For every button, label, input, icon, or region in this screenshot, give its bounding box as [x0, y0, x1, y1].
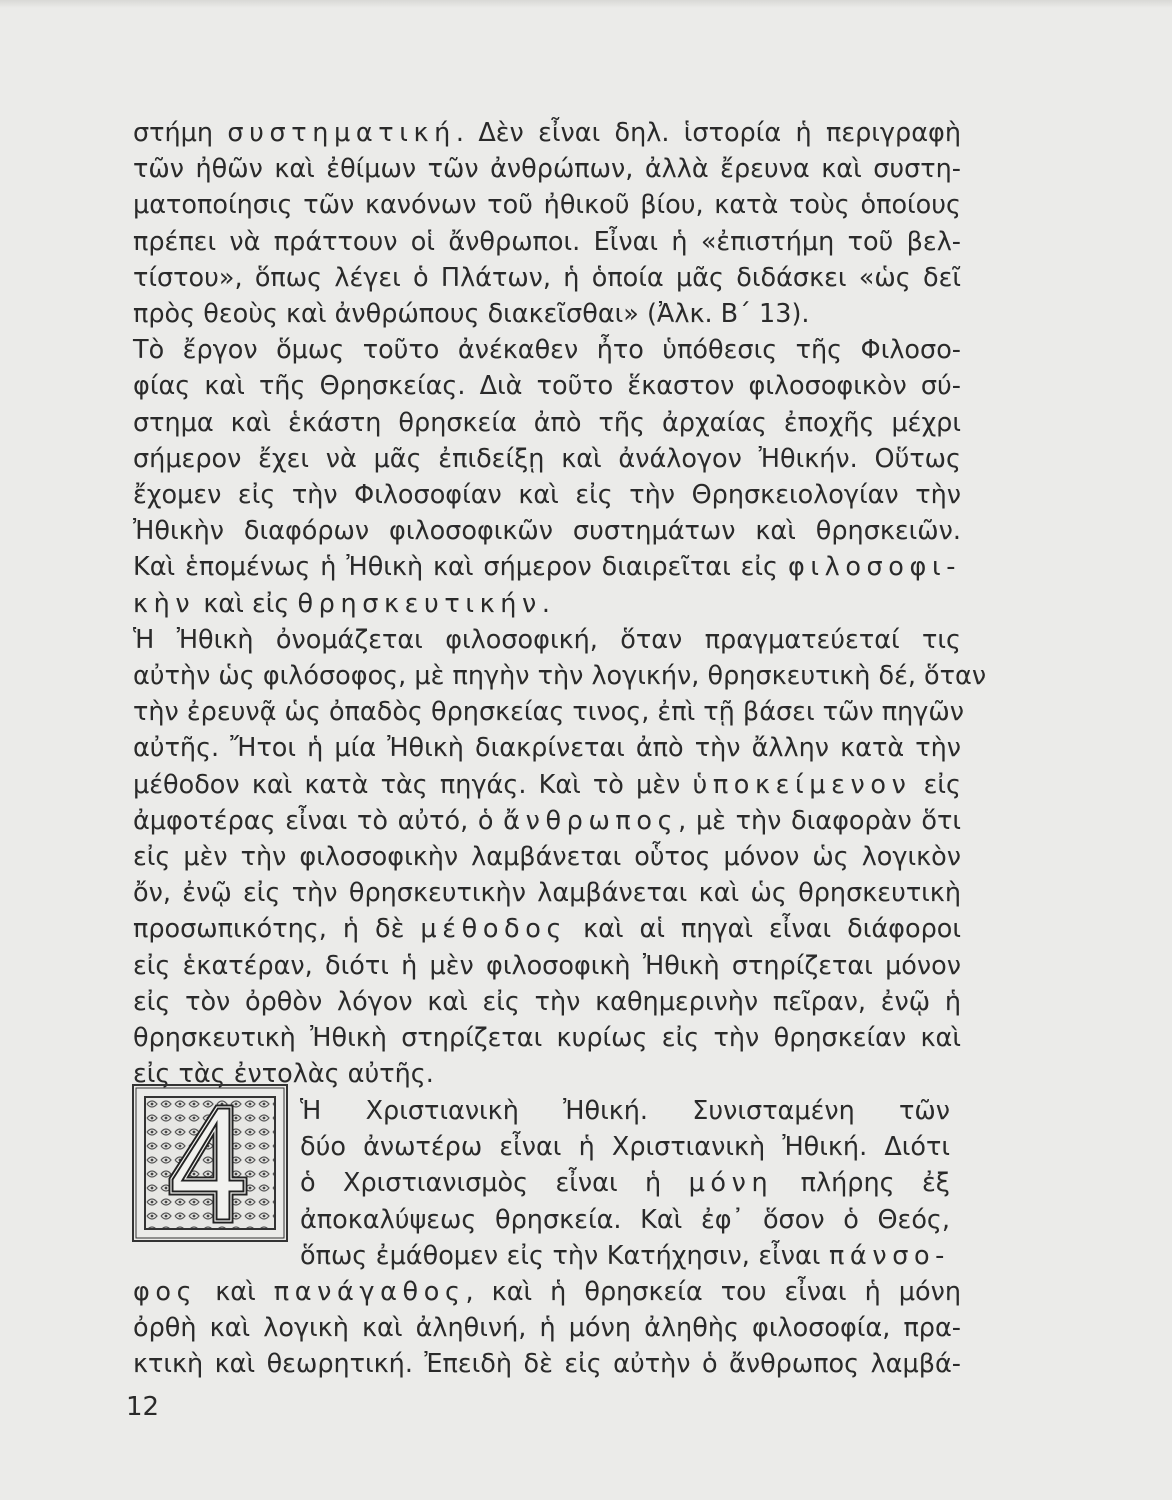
text-line [133, 115, 961, 151]
text-line [133, 1020, 961, 1056]
text-run: ὅπως ἐμάθομεν εἰς τὴν Κατήχησιν, εἶναι [300, 1241, 829, 1271]
text-line [133, 767, 961, 803]
text-line [133, 730, 961, 766]
text-run: ἀμφοτέρας εἶναι τὸ αὐτό, ὁ [133, 806, 504, 836]
text-line [133, 948, 961, 984]
text-run: πρέπει νὰ πράττουν οἱ ἄνθρωποι. Εἶναι ἡ «ἐπιστήμη τοῦ βελ- [133, 227, 961, 257]
text-run: μέθοδον καὶ κατὰ τὰς πηγάς. Καὶ τὸ μὲν [133, 770, 693, 800]
text-run: στήμη [133, 118, 228, 148]
text-run: θρησκευτικὴ Ἠθικὴ στηρίζεται κυρίως εἰς τὴν θρησκείαν καὶ [133, 1023, 961, 1053]
text-run: ὄν, ἐνῷ εἰς τὴν θρησκευτικὴν λαμβάνεται καὶ ὡς θρησκευτικὴ [133, 878, 961, 908]
text-run: στημα καὶ ἑκάστη θρησκεία ἀπὸ τῆς ἀρχαίας ἐποχῆς μέχρι [133, 408, 961, 438]
text-run: αὐτῆς. Ἤτοι ἡ μία Ἠθικὴ διακρίνεται ἀπὸ τὴν ἄλλην κατὰ τὴν [133, 733, 961, 763]
text-line [300, 1129, 950, 1165]
text-run: . Δὲν εἶναι δηλ. ἱστορία ἡ περιγραφὴ [455, 118, 961, 148]
page-edge [0, 0, 1172, 8]
text-run: καὶ εἰς [195, 589, 298, 619]
spaced-text: πανάγαθος [273, 1277, 466, 1307]
spaced-text: φος [133, 1277, 198, 1307]
text-run: φίας καὶ τῆς Θρησκείας. Διὰ τοῦτο ἕκαστον φιλοσοφικὸν σύ- [133, 371, 961, 401]
text-run: κτικὴ καὶ θεωρητική. Ἐπειδὴ δὲ εἰς αὐτὴν ὁ ἄνθρωπος λαμβά- [133, 1349, 961, 1379]
spaced-text: ἄνθρωπος [503, 806, 679, 836]
text-line [133, 622, 961, 658]
text-run: εἰς τὸν ὀρθὸν λόγον καὶ εἰς τὴν καθημερινὴν πεῖραν, ἐνῷ ἡ [133, 987, 961, 1017]
text-run: πλήρης ἐξ [773, 1168, 950, 1198]
text-run: καὶ αἱ πηγαὶ εἶναι διάφοροι [567, 914, 961, 944]
text-run: ἔχομεν εἰς τὴν Φιλοσοφίαν καὶ εἰς τὴν Θρησκειολογίαν τὴν [133, 480, 961, 510]
text-line [300, 1238, 950, 1274]
text-line [133, 658, 987, 694]
spaced-text: συστηματική [227, 118, 456, 148]
text-run: Ἠθικὴν διαφόρων φιλοσοφικῶν συστημάτων καὶ θρησκειῶν. [133, 516, 961, 546]
text-line [133, 549, 961, 585]
page-number: 12 [126, 1392, 160, 1422]
text-run: δύο ἀνωτέρω εἶναι ἡ Χριστιανικὴ Ἠθική. Διότι [300, 1132, 950, 1162]
section-heading-line [300, 1093, 950, 1129]
text-line [133, 441, 961, 477]
spaced-text: μέθοδος [420, 914, 568, 944]
text-line [133, 694, 964, 730]
text-line [133, 984, 961, 1020]
text-line [133, 513, 961, 549]
section-heading: Ἡ Χριστιανικὴ Ἠθική. [300, 1096, 649, 1126]
text-run: τίστου», ὅπως λέγει ὁ Πλάτων, ἡ ὁποία μᾶς διδάσκει «ὡς δεῖ [133, 263, 961, 293]
text-run: πρὸς θεοὺς καὶ ἀνθρώπους διακεῖσθαι» (Ἀλκ. Β΄ 13). [133, 299, 810, 329]
spaced-text: κὴν [133, 589, 196, 619]
text-run: ὀρθὴ καὶ λογικὴ καὶ ἀληθινή, ἡ μόνη ἀληθὴς φιλοσοφία, πρα- [133, 1313, 961, 1343]
text-run: , μὲ τὴν διαφορὰν ὅτι [678, 806, 961, 836]
spaced-text: μόνη [688, 1168, 774, 1198]
decorated-initial-four [131, 1083, 289, 1243]
initial-bind: 4 [210, 1238, 211, 1239]
text-line [133, 477, 961, 513]
text-line [133, 296, 961, 332]
text-line [133, 1274, 961, 1310]
spaced-text: φιλοσοφι- [787, 552, 961, 582]
text-run: . [541, 589, 550, 619]
text-line [133, 911, 961, 947]
text-line [133, 839, 961, 875]
text-run: Τὸ ἔργον ὅμως τοῦτο ἀνέκαθεν ἦτο ὑπόθεσις τῆς Φιλοσο- [133, 335, 961, 365]
text-line [133, 368, 961, 404]
text-run: τὴν ἐρευνᾷ ὡς ὀπαδὸς θρησκείας τινος, ἐπὶ τῇ βάσει τῶν πηγῶν [133, 697, 964, 727]
text-run: Ἡ Ἠθικὴ ὀνομάζεται φιλοσοφική, ὅταν πραγματεύεταί τις [133, 625, 961, 655]
text-line [133, 1346, 961, 1382]
text-run: εἰς τὰς ἐντολὰς αὐτῆς. [133, 1059, 434, 1089]
text-line [133, 405, 961, 441]
text-line [133, 875, 961, 911]
text-line [133, 187, 961, 223]
spaced-text: ὑποκείμενον [692, 770, 912, 800]
text-line [133, 1310, 961, 1346]
text-run: προσωπικότης, ἡ δὲ [133, 914, 421, 944]
text-line [133, 332, 961, 368]
text-run: , καὶ ἡ θρησκεία του εἶναι ἡ μόνη [465, 1277, 961, 1307]
text-run: εἰς [911, 770, 962, 800]
text-run: καὶ [197, 1277, 274, 1307]
text-run: αὐτὴν ὡς φιλόσοφος, μὲ πηγὴν τὴν λογικήν, θρησκευτικὴ δέ, ὅταν [133, 661, 987, 691]
spaced-text: θρησκευτικήν [297, 589, 542, 619]
text-line [300, 1165, 950, 1201]
text-line [133, 224, 961, 260]
text-run: ὁ Χριστιανισμὸς εἶναι ἡ [300, 1168, 689, 1198]
text-run: σήμερον ἔχει νὰ μᾶς ἐπιδείξῃ καὶ ἀνάλογον Ἠθικήν. Οὕτως [133, 444, 961, 474]
text-line [133, 151, 961, 187]
text-line [133, 260, 961, 296]
text-run: Συνισταμένη τῶν [648, 1096, 951, 1126]
text-run: εἰς ἑκατέραν, διότι ἡ μὲν φιλοσοφικὴ Ἠθικὴ στηρίζεται μόνον [133, 951, 961, 981]
text-run: εἰς μὲν τὴν φιλοσοφικὴν λαμβάνεται οὗτος μόνον ὡς λογικὸν [133, 842, 961, 872]
text-run: τῶν ἠθῶν καὶ ἐθίμων τῶν ἀνθρώπων, ἀλλὰ ἔρευνα καὶ συστη- [133, 154, 961, 184]
spaced-text: πάνσο- [828, 1241, 950, 1271]
text-line [133, 803, 961, 839]
text-run: ματοποίησις τῶν κανόνων τοῦ ἠθικοῦ βίου, κατὰ τοὺς ὁποίους [133, 190, 961, 220]
text-run: Καὶ ἑπομένως ἡ Ἠθικὴ καὶ σήμερον διαιρεῖται εἰς [133, 552, 788, 582]
text-run: ἀποκαλύψεως θρησκεία. Καὶ ἐφ᾽ ὅσον ὁ Θεός, [300, 1205, 950, 1235]
text-line [300, 1202, 950, 1238]
text-line [133, 586, 961, 622]
